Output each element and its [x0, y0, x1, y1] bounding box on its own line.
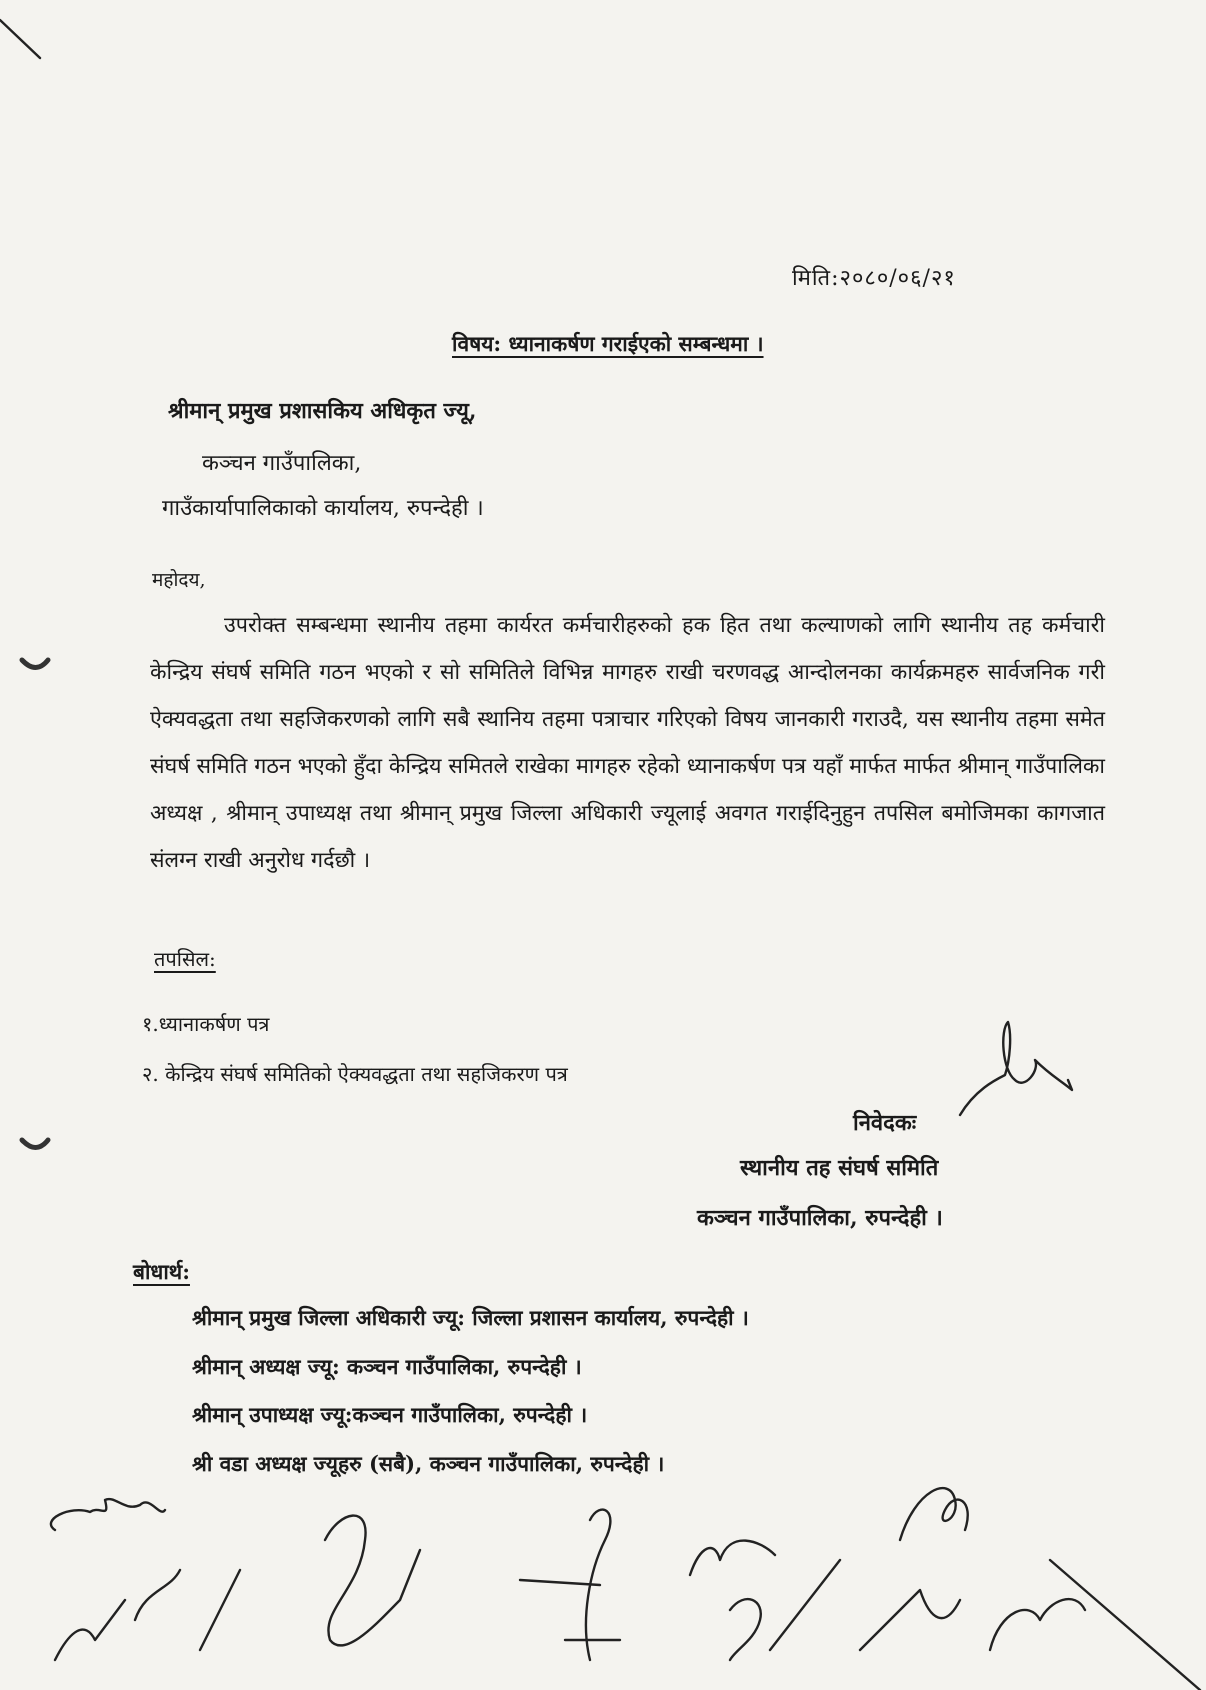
applicant-signature — [960, 1022, 1072, 1115]
letter-body: उपरोक्त सम्बन्धमा स्थानीय तहमा कार्यरत कर्मचारीहरुको हक हित तथा कल्याणको लागि स्थानीय तह कर्मचारी केन्द्रिय संघर्ष समिति गठन भएको र सो समितिले विभिन्न मागहरु राखी चरणवद्ध आन्दोलनका कार्यक्रमहरु सार्वजनिक गरी ऐक्यवद्धता तथा सहजिकरणको लागि सबै स्थानिय तहमा पत्राचार गरिएको विषय जानकारी गराउदै, यस स्थानीय तहमा समेत संघर्ष समिति गठन भएको हुँदा केन्द्रिय समितले राखेका मागहरु रहेको ध्यानाकर्षण पत्र यहाँ मार्फत मार्फत श्रीमान् गाउँपालिका अध्यक्ष , श्रीमान् उपाध्यक्ष तथा श्रीमान् प्रमुख जिल्ला अधिकारी ज्यूलाई अवगत गराईदिनुहुन तपसिल बमोजिमका कागजात संलग्न राखी अनुरोध गर्दछौ । — [150, 613, 1105, 873]
punch-hole-bottom — [22, 1140, 48, 1148]
corner-mark — [0, 20, 40, 58]
punch-hole-top — [22, 660, 48, 668]
recipient-line-3: गाउँकार्यापालिकाको कार्यालय, रुपन्देही । — [162, 496, 484, 521]
enclosure-item: १.ध्यानाकर्षण पत्र — [142, 1012, 270, 1036]
committee-signature — [51, 1499, 165, 1530]
enclosures-heading: तपसिल: — [154, 947, 216, 971]
committee-signature — [325, 1516, 420, 1646]
cc-item: श्रीमान् उपाध्यक्ष ज्यू:कञ्चन गाउँपालिका, रुपन्देही । — [192, 1402, 588, 1427]
committee-signature — [990, 1560, 1200, 1690]
recipient-line-2: कञ्चन गाउँपालिका, — [202, 451, 362, 476]
committee-signature — [55, 1570, 240, 1660]
cc-item: श्रीमान् अध्यक्ष ज्यू: कञ्चन गाउँपालिका, रुपन्देही । — [192, 1354, 582, 1379]
signature-org-line-1: स्थानीय तह संघर्ष समिति — [740, 1155, 939, 1181]
committee-signature — [690, 1541, 840, 1660]
salutation: महोदय, — [152, 569, 206, 591]
cc-item: श्री वडा अध्यक्ष ज्यूहरु (सबै), कञ्चन गाउँपालिका, रुपन्देही । — [192, 1451, 665, 1476]
cc-item: श्रीमान् प्रमुख जिल्ला अधिकारी ज्यू: जिल्ला प्रशासन कार्यालय, रुपन्देही । — [192, 1305, 749, 1330]
committee-signature — [860, 1488, 968, 1650]
cc-heading: बोधार्थ: — [133, 1259, 190, 1284]
letter-date: मिति:२०८०/०६/२१ — [792, 266, 956, 291]
letter-subject: विषय: ध्यानाकर्षण गराईएको सम्बन्धमा । — [452, 331, 764, 356]
recipient-line-1: श्रीमान् प्रमुख प्रशासकिय अधिकृत ज्यू, — [168, 398, 477, 424]
enclosure-item: २. केन्द्रिय संघर्ष समितिको ऐक्यवद्धता तथा सहजिकरण पत्र — [142, 1062, 568, 1086]
committee-signature — [520, 1510, 620, 1660]
signature-org-line-2: कञ्चन गाउँपालिका, रुपन्देही । — [697, 1205, 943, 1231]
signature-label: निवेदकः — [853, 1110, 917, 1136]
